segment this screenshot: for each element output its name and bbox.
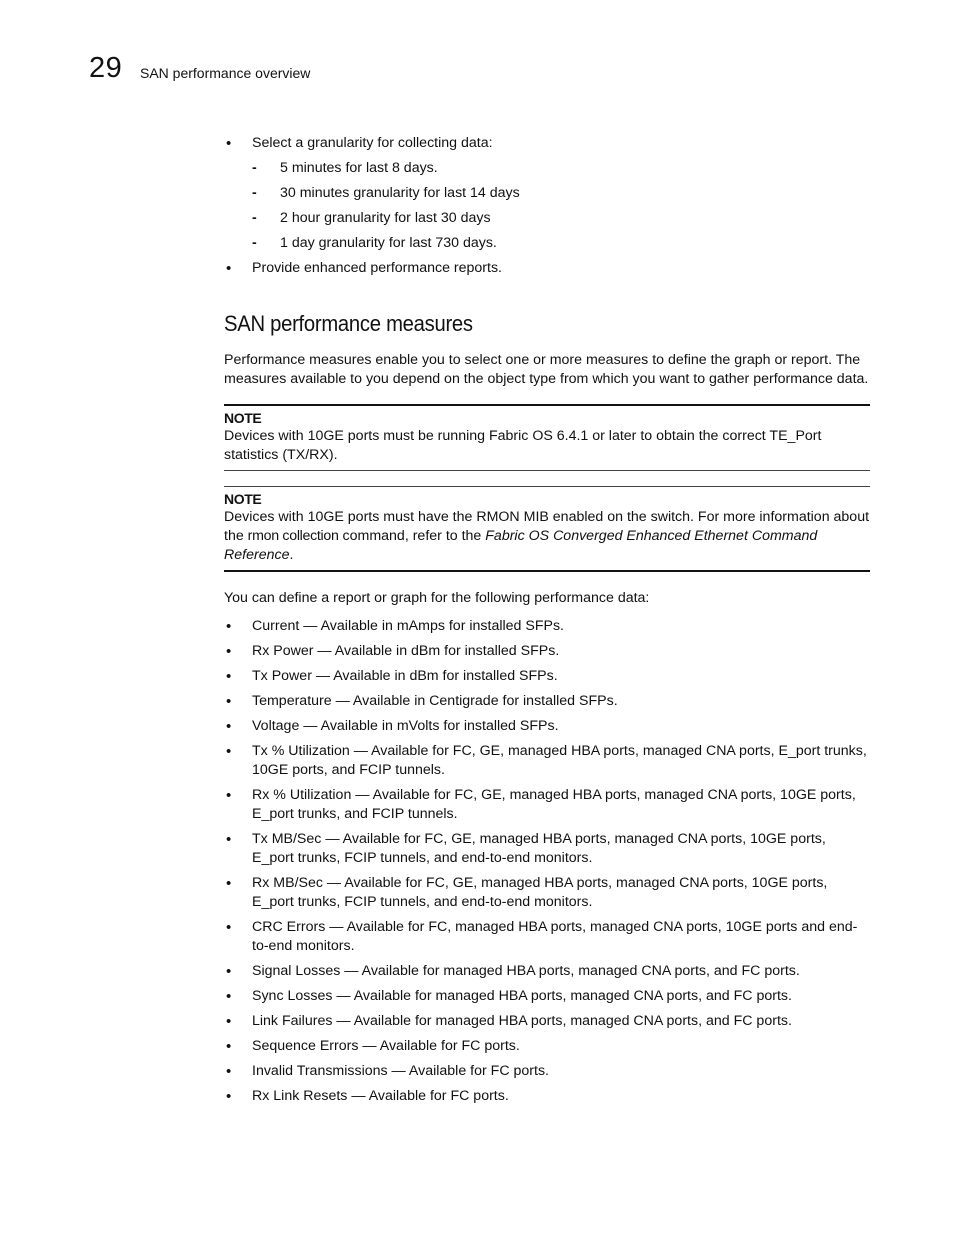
page-content <box>224 134 870 1112</box>
note-box <box>224 404 870 471</box>
list-item: • Rx Link Resets — Available for FC ports. <box>224 1087 870 1106</box>
list-item: • Sequence Errors — Available for FC ports. <box>224 1037 870 1056</box>
list-item: • Signal Losses — Available for managed HBA ports, managed CNA ports, and FC ports. <box>224 962 870 981</box>
list-item: • Tx MB/Sec — Available for FC, GE, managed HBA ports, managed CNA ports, 10GE ports, E_port trunks, FCIP tunnels, and end-to-end monitors. <box>224 830 870 868</box>
sub-list <box>252 159 870 253</box>
sub-list-item: - 5 minutes for last 8 days. <box>252 159 870 178</box>
note-label: NOTE <box>224 410 262 427</box>
section-heading: SAN performance measures <box>224 311 473 336</box>
lead-paragraph: You can define a report or graph for the following performance data: <box>224 590 650 607</box>
list-item: • Link Failures — Available for managed HBA ports, managed CNA ports, and FC ports. <box>224 1012 870 1031</box>
list-item: • Voltage — Available in mVolts for installed SFPs. <box>224 717 870 736</box>
list-item: • Tx % Utilization — Available for FC, GE, managed HBA ports, managed CNA ports, E_port trunks, 10GE ports, and FCIP tunnels. <box>224 742 870 780</box>
list-item: • Sync Losses — Available for managed HBA ports, managed CNA ports, and FC ports. <box>224 987 870 1006</box>
section-paragraph: Performance measures enable you to select one or more measures to define the graph or report. The measures available to you depend on the object type from which you want to gather performance data. <box>224 352 869 387</box>
sub-list-item: - 1 day granularity for last 730 days. <box>252 234 870 253</box>
note-text <box>224 508 870 564</box>
sub-list-item: - 30 minutes granularity for last 14 days <box>252 184 870 203</box>
list-item: • Tx Power — Available in dBm for installed SFPs. <box>224 667 870 686</box>
note-text-part: command, refer to the <box>338 527 486 544</box>
list-item: • Rx % Utilization — Available for FC, GE, managed HBA ports, managed CNA ports, 10GE ports, E_port trunks, and FCIP tunnels. <box>224 786 870 824</box>
list-item: • Invalid Transmissions — Available for FC ports. <box>224 1062 870 1081</box>
list-item <box>224 259 870 278</box>
list-item-text: Provide enhanced performance reports. <box>252 260 502 276</box>
list-item: • Rx MB/Sec — Available for FC, GE, managed HBA ports, managed CNA ports, 10GE ports, E_port trunks, FCIP tunnels, and end-to-end monitors. <box>224 874 870 912</box>
list-item: • Current — Available in mAmps for installed SFPs. <box>224 617 870 636</box>
intro-list <box>224 134 870 278</box>
note-box <box>224 486 870 572</box>
note-text-part: . <box>289 546 294 563</box>
list-item: • Temperature — Available in Centigrade for installed SFPs. <box>224 692 870 711</box>
note-text-part: Devices with 10GE ports must have the RMON MIB enabled on the switch. For more information about the <box>224 509 870 544</box>
list-item: • CRC Errors — Available for FC, managed HBA ports, managed CNA ports, 10GE ports and end-to-end monitors. <box>224 918 870 956</box>
performance-list <box>224 617 870 1106</box>
reference-title: Fabric OS Converged Enhanced Ethernet Command Reference <box>224 527 818 563</box>
list-item: • Rx Power — Available in dBm for installed SFPs. <box>224 642 870 661</box>
sub-list-item: - 2 hour granularity for last 30 days <box>252 209 870 228</box>
list-item-text: Select a granularity for collecting data: <box>252 135 493 151</box>
chapter-title: SAN performance overview <box>140 65 311 81</box>
command-name: rmon collection <box>247 527 339 544</box>
list-item <box>224 134 870 253</box>
note-text: Devices with 10GE ports must be running Fabric OS 6.4.1 or later to obtain the correct TE_Port statistics (TX/RX). <box>224 428 822 463</box>
chapter-number: 29 <box>89 52 123 84</box>
note-label: NOTE <box>224 491 262 508</box>
